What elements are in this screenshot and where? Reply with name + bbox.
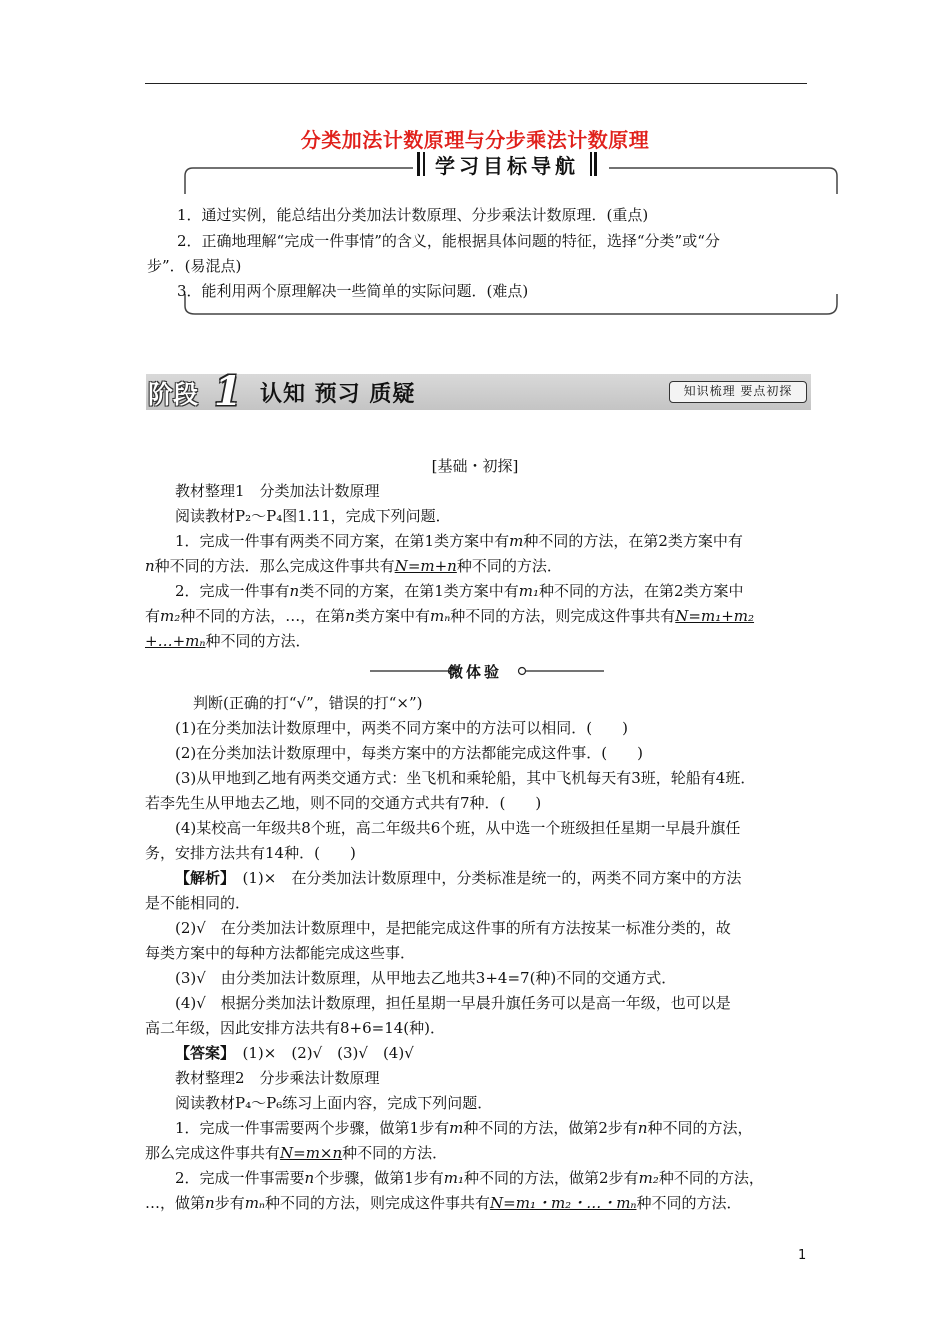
text: 2．完成一件事有	[175, 582, 290, 600]
analysis-4b: 高二年级，因此安排方法共有8+6=14(种)．	[145, 1019, 446, 1037]
var-m: m	[509, 532, 524, 550]
part2-line3	[175, 1168, 840, 1188]
micro-label: 微体验	[447, 663, 502, 681]
analysis-1b: 是不能相同的．	[145, 894, 251, 912]
part1-line1	[175, 531, 840, 551]
text: 种不同的方法，在第2类方案中	[539, 582, 744, 600]
formula-sum-n: N=m₁+m₂	[675, 607, 755, 625]
var-mn: mₙ	[244, 1194, 266, 1212]
stage-title: 认知 预习 质疑	[260, 382, 416, 407]
analysis-1a	[175, 868, 840, 888]
text: 种不同的方法，	[647, 1119, 753, 1137]
answer	[175, 1043, 840, 1063]
goal-1: 1．通过实例，能总结出分类加法计数原理、分步乘法计数原理．(重点)	[177, 206, 649, 224]
var-n: n	[345, 607, 355, 625]
part2-line2	[145, 1143, 810, 1163]
page-title: 分类加法计数原理与分步乘法计数原理	[300, 128, 650, 152]
part2-line4	[145, 1193, 810, 1213]
text: 种不同的方法，做第2步有	[464, 1169, 639, 1187]
formula-product: N=m×n	[280, 1144, 343, 1162]
part1-line2	[145, 556, 810, 576]
section-label: [基础・初探]	[431, 457, 519, 475]
judge-q2: (2)在分类加法计数原理中，每类方案中的方法都能完成这件事．( )	[175, 744, 643, 762]
text: 种不同的方法．	[456, 557, 562, 575]
formula-product-n: N=m₁・m₂・…・mₙ	[490, 1194, 637, 1212]
stage-tag: 知识梳理 要点初探	[669, 381, 807, 403]
var-m1: m₁	[443, 1169, 465, 1187]
analysis-label: 【解析】	[175, 869, 228, 887]
analysis-3: (3)√ 由分类加法计数原理，从甲地去乙地共3+4=7(种)不同的交通方式．	[175, 969, 677, 987]
text: 类不同的方案，在第1类方案中有	[299, 582, 519, 600]
text: 种不同的方法，做第2步有	[463, 1119, 638, 1137]
answer-text: (1)× (2)√ (3)√ (4)√	[242, 1044, 414, 1062]
part2-heading: 教材整理2 分步乘法计数原理	[175, 1069, 380, 1087]
var-n: n	[145, 557, 155, 575]
judge-q1: (1)在分类加法计数原理中，两类不同方案中的方法可以相同．( )	[175, 719, 628, 737]
text: …，做第	[145, 1194, 206, 1212]
var-m2: m₂	[638, 1169, 659, 1187]
var-m1: m₁	[518, 582, 540, 600]
text: 种不同的方法，在第2类方案中有	[523, 532, 743, 550]
var-n: n	[637, 1119, 648, 1137]
stage-number: 1	[214, 368, 242, 415]
text: (1)× 在分类加法计数原理中，分类标准是统一的，两类不同方案中的方法	[242, 869, 742, 887]
var-mn: mₙ	[429, 607, 451, 625]
goal-2: 2．正确地理解“完成一件事情”的含义，能根据具体问题的特征，选择“分类”或“分	[177, 232, 720, 250]
judge-q3b: 若李先生从甲地去乙地，则不同的交通方式共有7种．( )	[145, 794, 542, 812]
text: 种不同的方法．那么完成这件事共有	[154, 557, 395, 575]
text: 类方案中有	[354, 607, 430, 625]
analysis-4a: (4)√ 根据分类加法计数原理，担任星期一早晨升旗任务可以是高一年级，也可以是	[175, 994, 731, 1012]
part2-intro: 阅读教材P₄～P₆练习上面内容，完成下列问题．	[175, 1094, 493, 1112]
part1-intro: 阅读教材P₂～P₄图1.11，完成下列问题．	[175, 507, 451, 525]
text: 1．完成一件事需要两个步骤，做第1步有	[175, 1119, 450, 1137]
text: 个步骤，做第1步有	[314, 1169, 444, 1187]
part1-heading: 教材整理1 分类加法计数原理	[175, 482, 380, 500]
top-rule	[145, 83, 807, 84]
stage-word: 阶段	[148, 380, 199, 409]
text: 种不同的方法，则完成这件事共有	[265, 1194, 491, 1212]
subtitle: 学习目标导航	[435, 153, 579, 178]
var-n: n	[289, 582, 300, 600]
part2-line1	[175, 1118, 840, 1138]
text: 种不同的方法，则完成这件事共有	[450, 607, 676, 625]
analysis-2b: 每类方案中的每种方法都能完成这些事．	[145, 944, 416, 962]
text: 1．完成一件事有两类不同方案，在第1类方案中有	[175, 532, 510, 550]
part1-line3	[175, 581, 840, 601]
page-number: 1	[798, 1248, 807, 1263]
judge-q4b: 务，安排方法共有14种．( )	[145, 844, 356, 862]
text: 种不同的方法．	[342, 1144, 448, 1162]
var-m2: m₂	[160, 607, 181, 625]
goal-3: 3．能利用两个原理解决一些简单的实际问题．(难点)	[177, 282, 529, 300]
text: 种不同的方法．	[205, 632, 311, 650]
var-n: n	[304, 1169, 315, 1187]
text: 种不同的方法，…，在第	[180, 607, 346, 625]
formula-sum: N=m+n	[394, 557, 457, 575]
text: 2．完成一件事需要	[175, 1169, 305, 1187]
text: 步有	[214, 1194, 245, 1212]
text: 种不同的方法，	[658, 1169, 764, 1187]
analysis-2a: (2)√ 在分类加法计数原理中，是把能完成这件事的所有方法按某一标准分类的，故	[175, 919, 731, 937]
judge-q4a: (4)某校高一年级共8个班，高二年级共6个班，从中选一个班级担任星期一早晨升旗任	[175, 819, 741, 837]
text: 有	[145, 607, 161, 625]
var-n: n	[205, 1194, 215, 1212]
var-m: m	[449, 1119, 464, 1137]
goal-2-cont: 步”．(易混点)	[147, 257, 242, 275]
judge-instruction: 判断(正确的打“√”，错误的打“×”)	[193, 694, 423, 712]
judge-q3a: (3)从甲地到乙地有两类交通方式：坐飞机和乘轮船，其中飞机每天有3班，轮船有4班．	[175, 769, 756, 787]
answer-label: 【答案】	[175, 1044, 228, 1062]
text: 那么完成这件事共有	[145, 1144, 281, 1162]
part1-line5	[145, 631, 810, 651]
text: 种不同的方法．	[636, 1194, 742, 1212]
formula-sum-n-cont: +…+mₙ	[145, 632, 206, 650]
part1-line4	[145, 606, 810, 626]
